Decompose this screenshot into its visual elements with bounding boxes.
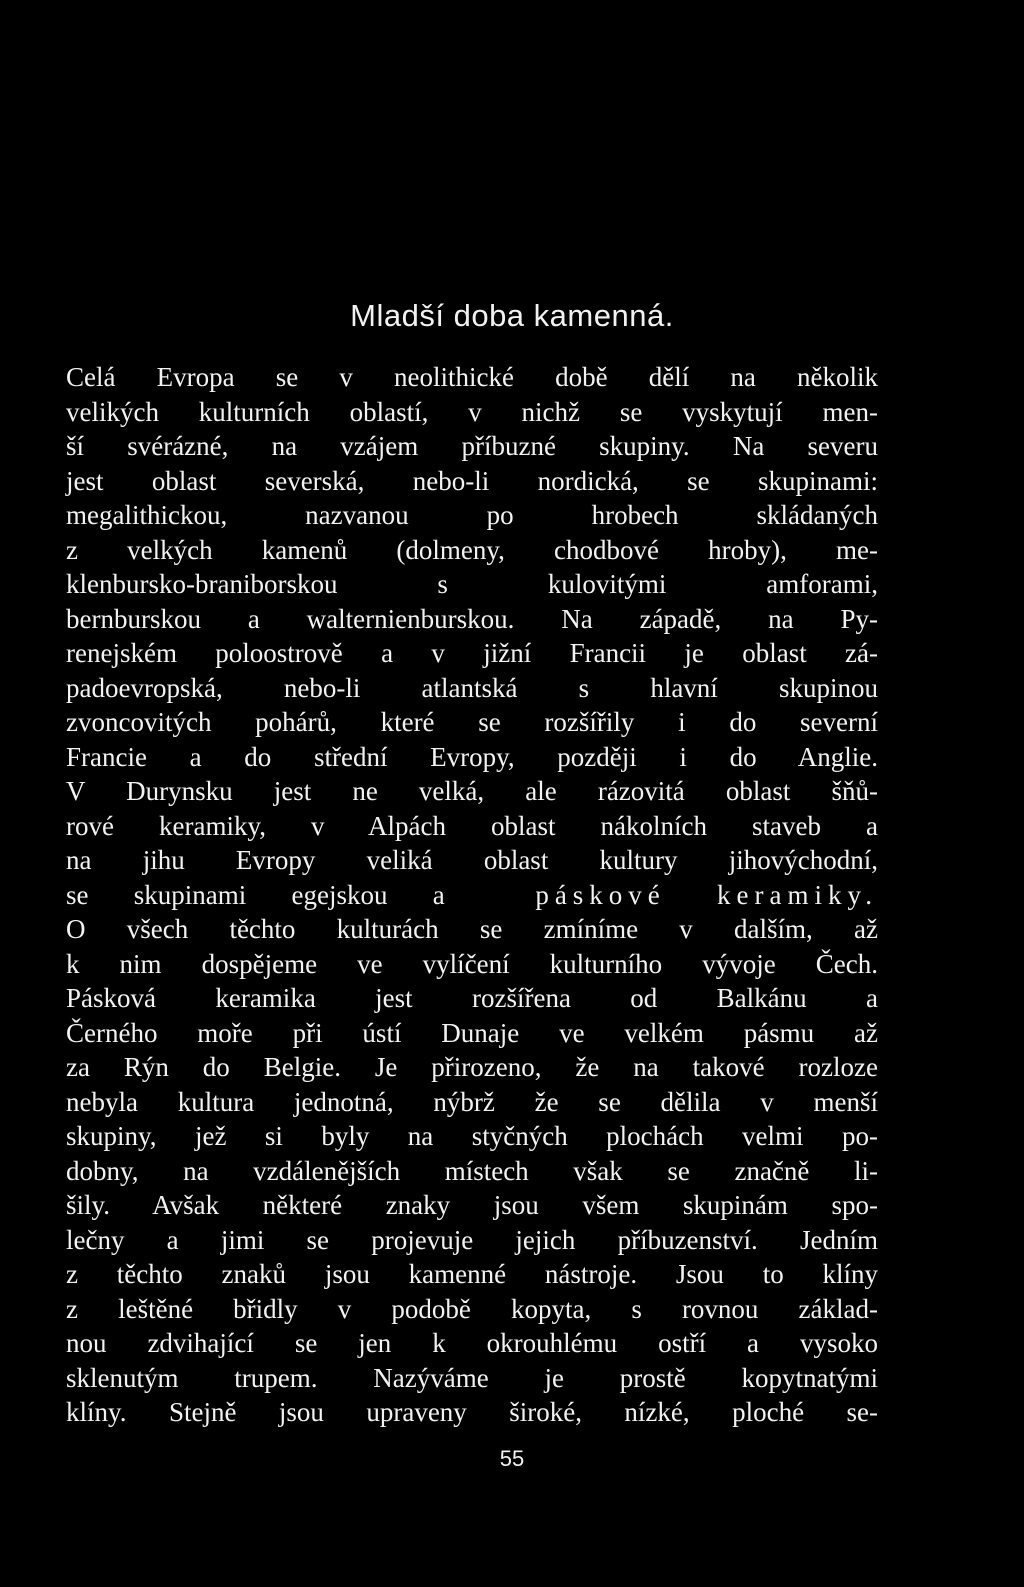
text-line: O všech těchto kulturách se zmíníme v dalším, až	[66, 914, 878, 944]
text-line: renejském poloostrově a v jižní Francii je oblast zá-	[66, 638, 878, 668]
text-line: na jihu Evropy veliká oblast kultury jihovýchodní,	[66, 845, 878, 875]
text-line: lečny a jimi se projevuje jejich příbuzenství. Jedním	[66, 1224, 878, 1255]
text-line: za Rýn do Belgie. Je přirozeno, že na takové rozloze	[66, 1052, 878, 1082]
text-line: padoevropská, nebo-li atlantská s hlavní skupinou	[66, 672, 878, 703]
text-line: V Durynsku jest ne velká, ale rázovitá oblast šňů-	[66, 776, 878, 806]
text-line: nebyla kultura jednotná, nýbrž že se dělila v menší	[66, 1086, 878, 1117]
text-line: velikých kulturních oblastí, v nichž se vyskytují men-	[66, 396, 878, 427]
body-text	[66, 360, 878, 1430]
text-line: Celá Evropa se v neolithické době dělí na několik	[66, 362, 878, 392]
text-line: Francie a do střední Evropy, později i do Anglie.	[66, 741, 878, 772]
text-line: zvoncovitých pohárů, které se rozšířily i do severní	[66, 707, 878, 737]
text-line: Pásková keramika jest rozšířena od Balkánu a	[66, 983, 878, 1013]
text-line: nou zdvihající se jen k okrouhlému ostří a vysoko	[66, 1328, 878, 1358]
text-line: megalithickou, nazvanou po hrobech skládaných	[66, 500, 878, 530]
page-number: 55	[499, 1446, 525, 1471]
text-line: z leštěné břidly v podobě kopyta, s rovnou základ-	[66, 1293, 878, 1324]
text-line: klenbursko-braniborskou s kulovitými amforami,	[66, 569, 878, 599]
text-line-start: se skupinami egejskou a	[66, 879, 445, 910]
text-line: jest oblast severská, nebo-li nordická, se skupinami:	[66, 465, 878, 496]
text-line: klíny. Stejně jsou upraveny široké, nízké, ploché se-	[66, 1397, 878, 1427]
text-line: z velkých kamenů (dolmeny, chodbové hroby), me-	[66, 534, 878, 565]
text-line: bernburskou a walternienburskou. Na západě, na Py-	[66, 603, 878, 634]
text-line: z těchto znaků jsou kamenné nástroje. Jsou to klíny	[66, 1259, 878, 1289]
text-line: Černého moře při ústí Dunaje ve velkém pásmu až	[66, 1017, 878, 1048]
text-line: skupiny, jež si byly na styčných plochách velmi po-	[66, 1121, 878, 1151]
text-line-with-emphasis	[66, 878, 878, 913]
text-line: ší svérázné, na vzájem příbuzné skupiny. Na severu	[66, 431, 878, 461]
chapter-title: Mladší doba kamenná.	[350, 298, 674, 333]
text-line: dobny, na vzdálenějších místech však se značně li-	[66, 1155, 878, 1186]
text-line: k nim dospějeme ve vylíčení kulturního vývoje Čech.	[66, 948, 878, 979]
emphasized-phrase: páskové keramiky.	[535, 879, 879, 910]
text-line: šily. Avšak některé znaky jsou všem skupinám spo-	[66, 1190, 878, 1220]
text-line: sklenutým trupem. Nazýváme je prostě kopytnatými	[66, 1362, 878, 1393]
text-line: rové keramiky, v Alpách oblast nákolních staveb a	[66, 810, 878, 841]
